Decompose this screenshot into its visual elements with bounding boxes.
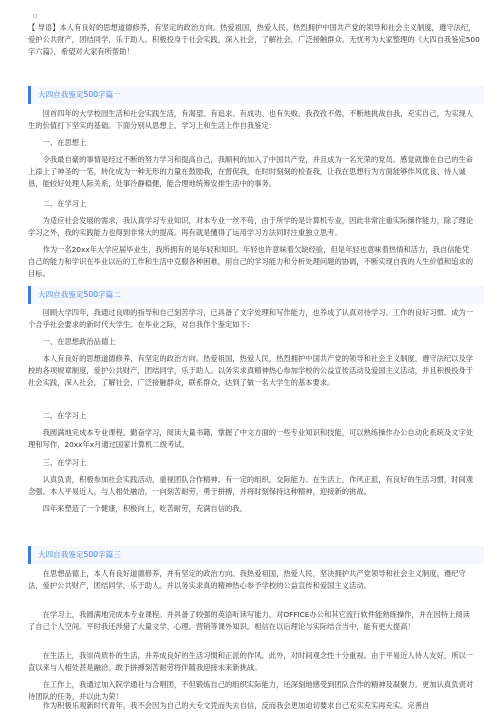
intro-paragraph: 【 导语】本人有良好的思想道德修养，有坚定的政治方向。热爱祖国，热爱人民，热烈拥护中国共产党的领导和社会主义制度，遵守法纪，爱护公共财产，团结同学，乐于助人。积极投身于社会实践，深入社会，了解社会，广泛接触群众。无忧考为大家整理的《大四自我鉴定500字六篇》，希望对大家有所帮助！: [28, 23, 480, 57]
subheading: 一、在思想政治品德上: [42, 337, 116, 346]
paragraph: 四年来塑造了一个健康，积极向上，吃苦耐劳，充满自信的我。: [42, 504, 247, 513]
subheading: 二、在学习上: [42, 411, 87, 420]
paragraph: 认真负责，积极参加社会实践活动，重视团队合作精神。有一定的组织，交际能力。在生活上，作风正派，有良好的生活习惯，时间观念强。本人平易近人，与人相处融洽，一向刻苦耐劳，勇于拼搏，并将时刻保持这种精神，迎接新的挑战。: [28, 475, 474, 497]
section-heading-1: 大四自我鉴定500字篇一: [28, 86, 484, 104]
paragraph: 在学习上，我圆满地完成本专业课程。并具备了较强的英语听读写能力。对OFFICE办公和其它流行软件能熟练操作，并在因特上阅读了自己个人空间。平时我还涉猎了大量文学、心理、营销等课外知识。相信在以后理论与实际结合当中，能有更大提高！: [28, 610, 470, 632]
section-heading-3: 大四自我鉴定500字篇三: [28, 546, 484, 564]
paragraph: 作为一名20xx年大学应届毕业生，我所拥有的是年轻和知识。年轻也许意味着欠缺经验，但是年轻也意味着热情和活力，我自信能凭自己的能力和学识在毕业以后的工作和生活中克服各种困难，用自己的学习能力和分析处理问题的协调，不断实现自我的人生价值和追求的目标。: [28, 245, 474, 279]
paragraph: 回首四年的大学校园生活和社会实践生活，有渴望、有追求、有成功、也有失败，我孜孜不倦，不断地挑战自我，充实自己，为实现人生的价值打下坚实的基础。下面分别从思想上、学习上和生活上作自我鉴定：: [28, 109, 474, 131]
paragraph: 在生活上，我崇尚质朴的生活，并养成良好的生活习惯和正派的作风。此外，对时间观念性十分重视。由于平易近人待人友好，所以一直以来与人相处甚是融洽。敢于拼搏刻苦耐劳将伴随我迎接未来新挑战。: [28, 651, 474, 673]
subheading: 二、在学习上: [42, 199, 87, 208]
paragraph: 作为积极乐观新时代青年，我不会因为自己的大专文凭而失去自信，反而我会更加迫切要求自己充实充实再充实。完善自: [42, 701, 430, 710]
paragraph: 在思想品德上，本人有良好道德修养，并有坚定的政治方向。我热爱祖国，热爱人民，坚决拥护共产党领导和社会主义制度，遵纪守法，爱护公共财产，团结同学，乐于助人。并以务实求真的精神热心参予学校的公益宣传和爱国主义活动。: [28, 569, 466, 591]
paragraph: 回顾大学四年，我通过良师的指导和自己刻苦学习，已具备了文字处理和写作能力，也养成了认真对待学习、工作的良好习惯。成为一个合乎社会要求的新时代大学生。在毕业之际，对自我作个鉴定如下：: [28, 308, 474, 330]
paragraph: 本人有良好的思想道德修养，有坚定的政治方向。热爱祖国，热爱人民，热烈拥护中国共产党的领导和社会主义制度，遵守法纪以及学校的各项规章制度，爱护公共财产，团结同学，乐于助人。以务实求真精神热心参加学校的公益宣传活动及爱国主义活动，并且积极投身于社会实践，深入社会，了解社会，广泛接触群众，联系群众，达到了做一名大学生的基本要求。: [28, 354, 474, 388]
section-heading-2: 大四自我鉴定500字篇二: [28, 286, 484, 304]
subheading: 三、在学习上: [42, 458, 87, 467]
paragraph: 为适应社会发展的需求，我认真学习专业知识，对本专业一丝不苟，由于所学的是计算机专业，因此非常注重实际操作能力，除了理论学习之外，我的实践能力也得到非常大的提高。再有就是懂得了运用学习方法同时注重独立思考。: [28, 216, 474, 238]
paragraph: 我圆满地完成本专业课程，勤奋学习，阅读大量书籍，掌握了中文方面的一些专业知识和技能，可以熟练操作办公自动化系统及文字处理和写作，20xx年x月通过国家计算机二级考试。: [28, 428, 474, 450]
subheading: 一、在思想上: [42, 138, 87, 147]
corner-mark-icon: [33, 14, 37, 18]
paragraph: 令我最自豪的事情是经过不断的努力学习和提高自己，我顺利的加入了中国共产党，并且成为一名光荣的党员。感觉就像在自己的生命上添上了神圣的一笔，转化成为一种无形的力量在鼓励我，在督促我，在时时刻刻的检查我，让我在思想行为方面能够作风优良、待人诚恳，能较好处理人际关系，处事冷静稳健，能合理地统筹安排生活中的事务。: [28, 155, 474, 189]
paragraph: 在工作上，我通过加入院学通社与合唱团，不但锻炼自己的组织实际能力，还深刻地感受到团队合作的精神及凝聚力。更加认真负责对待团队的任务，并以此为荣！: [28, 680, 474, 702]
